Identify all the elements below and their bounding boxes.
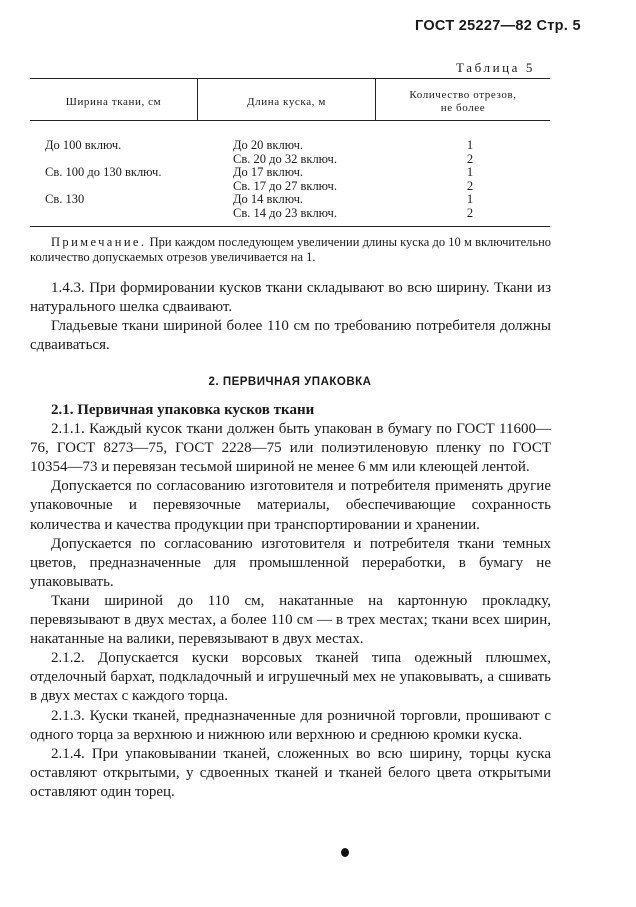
clause-2-1-heading: 2.1. Первичная упаковка кусков ткани bbox=[51, 402, 315, 418]
table-header-rule bbox=[30, 120, 550, 121]
paragraph-1-4-3: 1.4.3. При формировании кусков ткани складывают во всю ширину. Ткани из натурального шелка сдваивают. bbox=[30, 280, 551, 316]
table-row-5-count: 1 bbox=[466, 192, 474, 207]
table-row-3-length: До 17 включ. bbox=[233, 165, 304, 180]
page-header: ГОСТ 25227—82 Стр. 5 bbox=[415, 18, 581, 34]
table-row-5-width: Св. 130 bbox=[45, 192, 85, 207]
page-mark-dot bbox=[341, 848, 349, 857]
table-note-label: Примечание. bbox=[51, 235, 147, 249]
table-header-count bbox=[376, 89, 550, 115]
paragraph-width-110: Ткани шириной до 110 см, накатанные на картонную прокладку, перевязывают в двух местах, а более 110 см — в трех местах; ткани всех ширин, накатанные на валики, перевязывают в двух местах. bbox=[30, 592, 551, 648]
table-title: Таблица 5 bbox=[456, 60, 535, 75]
table-row-3-count: 1 bbox=[466, 165, 474, 180]
paragraph-2-1-1: 2.1.1. Каждый кусок ткани должен быть упакован в бумагу по ГОСТ 11600—76, ГОСТ 8273—75, ГОСТ 2228—75 или полиэтиленовую пленку по ГОСТ 10354—73 и перевязан тесьмой шириной не менее 6 мм или клеющей лентой. bbox=[30, 421, 551, 476]
table-header-length: Длина куска, м bbox=[247, 96, 326, 108]
table-header-count-line1: Количество отрезов, bbox=[409, 89, 517, 101]
table-row-1-length: До 20 включ. bbox=[233, 138, 304, 152]
table-row-2-count: 2 bbox=[466, 151, 474, 166]
table-row-6-length: Св. 14 до 23 включ. bbox=[233, 206, 337, 220]
body-text-bottom bbox=[30, 401, 551, 802]
table-row-4-length: Св. 17 до 27 включ. bbox=[233, 178, 337, 193]
table-header-count-line2: не более bbox=[440, 102, 486, 114]
table-note bbox=[30, 235, 551, 265]
body-text-top bbox=[30, 279, 551, 355]
table-row-4-count: 2 bbox=[466, 178, 474, 193]
table-row-1-width: До 100 включ. bbox=[45, 138, 122, 152]
table-row-3-width: Св. 100 до 130 включ. bbox=[45, 165, 162, 180]
table-top-rule bbox=[30, 78, 550, 79]
table-row-5-length: До 14 включ. bbox=[233, 192, 304, 207]
table-row-6-count: 2 bbox=[466, 206, 474, 220]
table-note-text: При каждом последующем увеличении длины куска до 10 м включительно количество допускаемых отрезов увеличивается на 1. bbox=[30, 235, 552, 264]
paragraph-packaging-materials: Допускается по согласованию изготовителя и потребителя применять другие упаковочные и перевязочные материалы, обеспечивающие сохранность количества и качества продукции при транспортировании и хранении. bbox=[30, 478, 551, 533]
paragraph-gladevye: Гладьевые ткани шириной более 110 см по требованию потребителя должны сдваиваться. bbox=[30, 318, 551, 354]
paragraph-2-1-2: 2.1.2. Допускается куски ворсовых тканей типа одежный плюшмех, отделочный бархат, подкладочный и игрушечный мех не упаковывать, а сшивать в двух местах с каждого торца. bbox=[30, 650, 551, 705]
paragraph-2-1-4: 2.1.4. При упаковывании тканей, сложенных во всю ширину, торцы куска оставляют открытыми, у сдвоенных тканей и тканей белого цвета открытыми оставляют один торец. bbox=[30, 745, 551, 800]
paragraph-2-1-3: 2.1.3. Куски тканей, предназначенные для розничной торговли, прошивают с одного торца за верхнюю и нижнюю или верхнюю и среднюю кромки куска. bbox=[30, 707, 551, 743]
table-header-width: Ширина ткани, см bbox=[65, 96, 162, 108]
section-title: 2. ПЕРВИЧНАЯ УПАКОВКА bbox=[208, 376, 372, 388]
paragraph-dark-fabrics: Допускается по согласованию изготовителя и потребителя ткани темных цветов, предназначенные для промышленной переработки, в бумагу не упаковывать. bbox=[30, 535, 551, 590]
table-row-2-length: Св. 20 до 32 включ. bbox=[233, 151, 337, 166]
table-bottom-rule bbox=[30, 226, 550, 227]
table-row-1-count: 1 bbox=[466, 138, 474, 152]
